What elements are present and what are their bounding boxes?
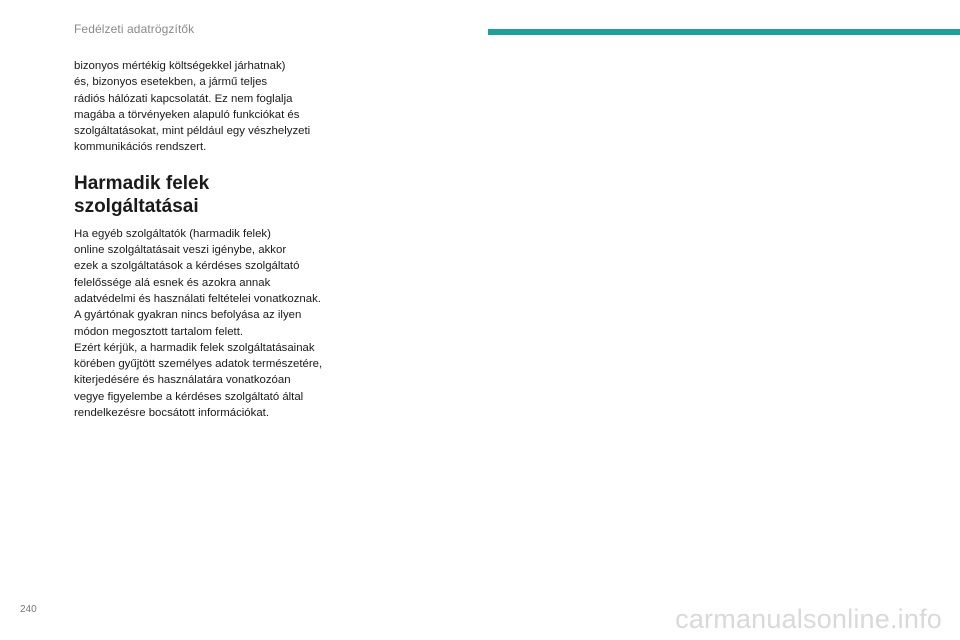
section-line: Ha egyéb szolgáltatók (harmadik felek) bbox=[74, 227, 271, 240]
section-heading-line: szolgáltatásai bbox=[74, 195, 199, 217]
text-column bbox=[74, 58, 346, 421]
section-line: felelőssége alá esnek és azokra annak bbox=[74, 276, 271, 289]
section-line: kiterjedésére és használatára vonatkozóan bbox=[74, 374, 291, 387]
intro-line: magába a törvényeken alapuló funkciókat és bbox=[74, 108, 300, 121]
intro-line: kommunikációs rendszert. bbox=[74, 141, 207, 154]
header-accent-bar bbox=[488, 29, 960, 35]
section-line: módon megosztott tartalom felett. bbox=[74, 325, 244, 338]
intro-paragraph bbox=[74, 58, 346, 156]
section-line: ezek a szolgáltatások a kérdéses szolgáltató bbox=[74, 260, 300, 273]
intro-line: bizonyos mértékig költségekkel járhatnak) bbox=[74, 60, 286, 72]
intro-line: rádiós hálózati kapcsolatát. Ez nem foglalja bbox=[74, 92, 293, 105]
section-heading-line: Harmadik felek bbox=[74, 172, 210, 194]
section-heading bbox=[74, 172, 346, 218]
section-line: vegye figyelembe a kérdéses szolgáltató által bbox=[74, 390, 304, 403]
section-line: adatvédelmi és használati feltételei vonatkoznak. bbox=[74, 292, 321, 305]
page-number: 240 bbox=[20, 604, 37, 615]
section-line: A gyártónak gyakran nincs befolyása az ilyen bbox=[74, 309, 302, 322]
section-line: online szolgáltatásait veszi igénybe, akkor bbox=[74, 244, 287, 257]
intro-line: és, bizonyos esetekben, a jármű teljes bbox=[74, 76, 268, 89]
section-line: körében gyűjtött személyes adatok természetére, bbox=[74, 358, 323, 371]
section-line: Ezért kérjük, a harmadik felek szolgáltatásainak bbox=[74, 341, 315, 354]
running-header-title: Fedélzeti adatrögzítők bbox=[74, 22, 195, 36]
intro-line: szolgáltatásokat, mint például egy vészhelyzeti bbox=[74, 125, 311, 138]
watermark: carmanualsonline.info bbox=[675, 604, 942, 634]
section-line: rendelkezésre bocsátott információkat. bbox=[74, 407, 270, 420]
section-paragraph bbox=[74, 226, 346, 422]
